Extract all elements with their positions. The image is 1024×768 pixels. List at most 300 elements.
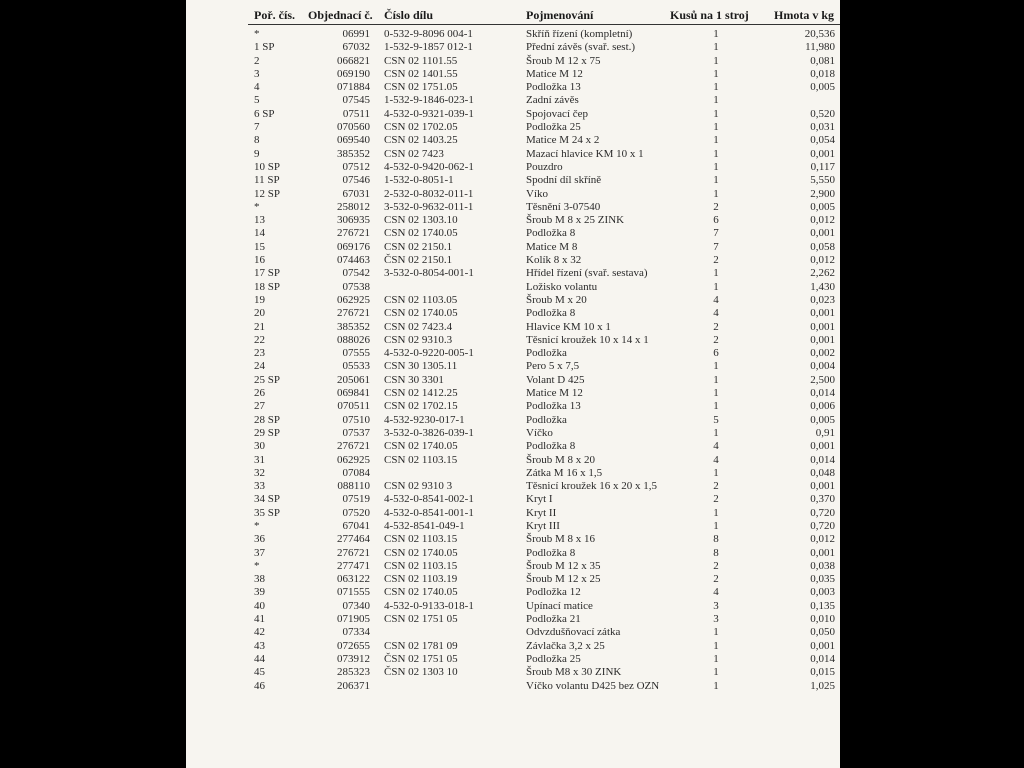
- cell-objednaci: 285323: [337, 666, 370, 679]
- cell-pojmenovani: Matice M 8: [526, 240, 578, 253]
- cell-objednaci: 07520: [342, 506, 370, 519]
- cell-kusu: 1: [713, 94, 719, 107]
- cell-kusu: 7: [713, 227, 719, 240]
- cell-kusu: 1: [713, 121, 719, 134]
- cell-cislo-dilu: 4-532-0-8541-001-1: [384, 506, 474, 519]
- cell-hmota: 0,014: [810, 387, 835, 400]
- table-row: [186, 680, 840, 693]
- header-objednaci: Objednací č.: [308, 8, 373, 22]
- cell-cislo-dilu: CSN 02 9310 3: [384, 480, 453, 493]
- table-row: [186, 241, 840, 254]
- cell-pojmenovani: Podložka 8: [526, 546, 576, 559]
- table-row: [186, 440, 840, 453]
- cell-por-cis: 23: [254, 347, 265, 360]
- cell-por-cis: *: [254, 519, 260, 532]
- cell-cislo-dilu: 4-532-9230-017-1: [384, 413, 465, 426]
- cell-objednaci: 062925: [337, 293, 370, 306]
- cell-por-cis: 39: [254, 586, 265, 599]
- table-row: [186, 454, 840, 467]
- table-row: [186, 507, 840, 520]
- cell-hmota: 0,370: [810, 493, 835, 506]
- table-row: [186, 94, 840, 107]
- table-row: [186, 41, 840, 54]
- table-row: [186, 121, 840, 134]
- cell-por-cis: 43: [254, 639, 265, 652]
- cell-kusu: 6: [713, 347, 719, 360]
- cell-pojmenovani: Podložka 25: [526, 652, 581, 665]
- cell-objednaci: 069540: [337, 134, 370, 147]
- cell-kusu: 3: [713, 599, 719, 612]
- cell-kusu: 8: [713, 533, 719, 546]
- cell-cislo-dilu: CSN 02 1702.05: [384, 121, 458, 134]
- cell-pojmenovani: Zátka M 16 x 1,5: [526, 466, 603, 479]
- cell-por-cis: 42: [254, 626, 265, 639]
- cell-objednaci: 07340: [342, 599, 370, 612]
- cell-cislo-dilu: 4-532-0-9133-018-1: [384, 599, 474, 612]
- cell-hmota: 0,031: [810, 121, 835, 134]
- cell-por-cis: 35 SP: [254, 506, 280, 519]
- cell-por-cis: 17 SP: [254, 267, 280, 280]
- cell-kusu: 1: [713, 466, 719, 479]
- cell-kusu: 1: [713, 400, 719, 413]
- cell-cislo-dilu: CSN 02 1101.55: [384, 54, 458, 67]
- cell-pojmenovani: Víčko volantu D425 bez OZN: [526, 679, 660, 692]
- cell-cislo-dilu: 4-532-0-8541-002-1: [384, 493, 474, 506]
- cell-por-cis: 3: [254, 67, 260, 80]
- cell-por-cis: 9: [254, 147, 260, 160]
- cell-por-cis: 1 SP: [254, 41, 275, 54]
- parts-table: [186, 28, 840, 693]
- cell-por-cis: *: [254, 200, 260, 213]
- cell-pojmenovani: Zadní závěs: [526, 94, 579, 107]
- table-row: [186, 573, 840, 586]
- cell-kusu: 1: [713, 28, 719, 40]
- cell-objednaci: 06991: [342, 28, 370, 40]
- table-row: [186, 161, 840, 174]
- cell-kusu: 2: [713, 493, 719, 506]
- cell-objednaci: 277471: [337, 559, 370, 572]
- cell-hmota: 0,720: [810, 506, 835, 519]
- cell-objednaci: 385352: [337, 320, 370, 333]
- header-kusu: Kusů na 1 stroj: [670, 8, 749, 22]
- cell-hmota: 5,550: [810, 174, 835, 187]
- cell-kusu: 1: [713, 373, 719, 386]
- cell-pojmenovani: Závlačka 3,2 x 25: [526, 639, 605, 652]
- cell-objednaci: 069190: [337, 67, 370, 80]
- table-row: [186, 321, 840, 334]
- cell-cislo-dilu: ČSN 02 1303 10: [384, 666, 458, 679]
- cell-cislo-dilu: CSN 02 7423.4: [384, 320, 453, 333]
- table-row: [186, 547, 840, 560]
- cell-pojmenovani: Podložka: [526, 413, 567, 426]
- cell-hmota: 0,001: [810, 307, 835, 320]
- cell-por-cis: 14: [254, 227, 265, 240]
- cell-objednaci: 05533: [342, 360, 370, 373]
- cell-hmota: 0,135: [810, 599, 835, 612]
- cell-hmota: 0,003: [810, 586, 835, 599]
- cell-kusu: 5: [713, 413, 719, 426]
- table-row: [186, 613, 840, 626]
- cell-pojmenovani: Šroub M x 20: [526, 293, 587, 306]
- cell-objednaci: 258012: [337, 200, 370, 213]
- cell-por-cis: 32: [254, 466, 265, 479]
- cell-cislo-dilu: 1-532-0-8051-1: [384, 174, 454, 187]
- cell-kusu: 1: [713, 41, 719, 54]
- table-row: [186, 520, 840, 533]
- cell-kusu: 1: [713, 639, 719, 652]
- cell-objednaci: 07512: [342, 160, 370, 173]
- cell-pojmenovani: Podložka 13: [526, 400, 581, 413]
- table-row: [186, 467, 840, 480]
- cell-pojmenovani: Těsnicí kroužek 16 x 20 x 1,5: [526, 480, 658, 493]
- cell-hmota: 0,002: [810, 347, 835, 360]
- cell-objednaci: 071884: [337, 81, 370, 94]
- cell-kusu: 3: [713, 613, 719, 626]
- cell-pojmenovani: Podložka 8: [526, 440, 576, 453]
- cell-pojmenovani: Šroub M 12 x 35: [526, 559, 601, 572]
- cell-objednaci: 07510: [342, 413, 370, 426]
- cell-por-cis: 27: [254, 400, 265, 413]
- cell-hmota: 11,980: [805, 41, 835, 54]
- cell-hmota: 1,025: [810, 679, 835, 692]
- table-row: [186, 414, 840, 427]
- cell-cislo-dilu: CSN 02 2150.1: [384, 240, 453, 253]
- cell-hmota: 0,001: [810, 333, 835, 346]
- cell-objednaci: 276721: [337, 546, 370, 559]
- cell-pojmenovani: Matice M 24 x 2: [526, 134, 600, 147]
- cell-kusu: 1: [713, 267, 719, 280]
- cell-pojmenovani: Skříň řízení (kompletní): [526, 28, 633, 40]
- cell-kusu: 7: [713, 240, 719, 253]
- cell-kusu: 1: [713, 134, 719, 147]
- cell-cislo-dilu: CSN 02 1401.55: [384, 67, 458, 80]
- cell-hmota: 0,010: [810, 613, 835, 626]
- cell-por-cis: 21: [254, 320, 265, 333]
- cell-kusu: 2: [713, 254, 719, 267]
- cell-kusu: 1: [713, 81, 719, 94]
- cell-pojmenovani: Podložka 8: [526, 227, 576, 240]
- cell-kusu: 6: [713, 214, 719, 227]
- cell-pojmenovani: Kryt II: [526, 506, 557, 519]
- cell-por-cis: 33: [254, 480, 265, 493]
- cell-kusu: 2: [713, 559, 719, 572]
- cell-hmota: 0,018: [810, 67, 835, 80]
- cell-objednaci: 073912: [337, 652, 370, 665]
- table-row: [186, 281, 840, 294]
- cell-cislo-dilu: CSN 02 1103.05: [384, 293, 458, 306]
- cell-kusu: 2: [713, 333, 719, 346]
- table-row: [186, 493, 840, 506]
- cell-kusu: 1: [713, 160, 719, 173]
- cell-objednaci: 070560: [337, 121, 370, 134]
- cell-objednaci: 072655: [337, 639, 370, 652]
- cell-cislo-dilu: CSN 02 1403.25: [384, 134, 458, 147]
- table-row: [186, 267, 840, 280]
- cell-pojmenovani: Pero 5 x 7,5: [526, 360, 580, 373]
- cell-hmota: 0,001: [810, 440, 835, 453]
- cell-cislo-dilu: CSN 02 1740.05: [384, 546, 458, 559]
- cell-kusu: 1: [713, 506, 719, 519]
- cell-hmota: 0,012: [810, 214, 835, 227]
- cell-cislo-dilu: CSN 02 1303.10: [384, 214, 458, 227]
- cell-pojmenovani: Podložka 21: [526, 613, 581, 626]
- table-row: [186, 81, 840, 94]
- cell-cislo-dilu: CSN 02 1103.19: [384, 573, 458, 586]
- cell-pojmenovani: Odvzdušňovací zátka: [526, 626, 621, 639]
- cell-hmota: 0,520: [810, 107, 835, 120]
- cell-cislo-dilu: CSN 02 1103.15: [384, 559, 458, 572]
- cell-objednaci: 066821: [337, 54, 370, 67]
- cell-por-cis: 28 SP: [254, 413, 280, 426]
- cell-cislo-dilu: 0-532-9-8096 004-1: [384, 28, 473, 40]
- cell-cislo-dilu: 3-532-0-8054-001-1: [384, 267, 474, 280]
- cell-cislo-dilu: 4-532-0-9321-039-1: [384, 107, 474, 120]
- cell-hmota: 0,023: [810, 293, 835, 306]
- cell-objednaci: 306935: [337, 214, 370, 227]
- cell-pojmenovani: Podložka 25: [526, 121, 581, 134]
- table-row: [186, 666, 840, 679]
- cell-pojmenovani: Matice M 12: [526, 387, 583, 400]
- cell-objednaci: 07511: [342, 107, 370, 120]
- cell-hmota: 0,91: [815, 426, 835, 439]
- cell-hmota: 2,500: [810, 373, 835, 386]
- cell-pojmenovani: Šroub M8 x 30 ZINK: [526, 666, 622, 679]
- cell-objednaci: 088026: [337, 333, 370, 346]
- cell-pojmenovani: Podložka 13: [526, 81, 581, 94]
- table-row: [186, 108, 840, 121]
- cell-objednaci: 07084: [342, 466, 370, 479]
- cell-kusu: 1: [713, 360, 719, 373]
- cell-cislo-dilu: ČSN 02 2150.1: [384, 254, 453, 267]
- header-hmota: Hmota v kg: [774, 8, 834, 22]
- cell-kusu: 1: [713, 107, 719, 120]
- cell-kusu: 1: [713, 652, 719, 665]
- cell-hmota: 0,001: [810, 546, 835, 559]
- cell-por-cis: 18 SP: [254, 280, 280, 293]
- table-row: [186, 174, 840, 187]
- cell-pojmenovani: Kryt I: [526, 493, 553, 506]
- cell-cislo-dilu: CSN 02 1412.25: [384, 387, 458, 400]
- cell-hmota: 0,038: [810, 559, 835, 572]
- cell-cislo-dilu: 3-532-0-3826-039-1: [384, 426, 474, 439]
- table-header: [186, 4, 840, 24]
- cell-por-cis: *: [254, 559, 260, 572]
- cell-pojmenovani: Spojovací čep: [526, 107, 589, 120]
- cell-kusu: 4: [713, 586, 719, 599]
- cell-pojmenovani: Těsnění 3-07540: [526, 200, 601, 213]
- cell-por-cis: 34 SP: [254, 493, 280, 506]
- table-row: [186, 653, 840, 666]
- cell-pojmenovani: Matice M 12: [526, 67, 583, 80]
- cell-por-cis: 30: [254, 440, 265, 453]
- cell-hmota: 20,536: [804, 28, 835, 40]
- cell-kusu: 2: [713, 480, 719, 493]
- table-row: [186, 188, 840, 201]
- cell-cislo-dilu: 4-532-0-9420-062-1: [384, 160, 474, 173]
- cell-kusu: 1: [713, 666, 719, 679]
- cell-cislo-dilu: CSN 02 1740.05: [384, 307, 458, 320]
- cell-kusu: 1: [713, 626, 719, 639]
- cell-por-cis: 8: [254, 134, 260, 147]
- table-row: [186, 480, 840, 493]
- header-cislo-dilu: Číslo dílu: [384, 8, 434, 22]
- cell-hmota: 1,430: [810, 280, 835, 293]
- cell-kusu: 4: [713, 293, 719, 306]
- cell-por-cis: 22: [254, 333, 265, 346]
- cell-hmota: 0,012: [810, 533, 835, 546]
- cell-hmota: 0,001: [810, 480, 835, 493]
- cell-kusu: 1: [713, 519, 719, 532]
- cell-cislo-dilu: CSN 02 1740.05: [384, 440, 458, 453]
- table-row: [186, 347, 840, 360]
- cell-por-cis: 12 SP: [254, 187, 280, 200]
- cell-por-cis: 24: [254, 360, 265, 373]
- cell-kusu: 2: [713, 573, 719, 586]
- cell-cislo-dilu: CSN 02 1751 05: [384, 613, 458, 626]
- cell-kusu: 4: [713, 453, 719, 466]
- cell-por-cis: 5: [254, 94, 260, 107]
- cell-hmota: 0,015: [810, 666, 835, 679]
- cell-pojmenovani: Kolík 8 x 32: [526, 254, 582, 267]
- cell-pojmenovani: Těsnicí kroužek 10 x 14 x 1: [526, 333, 649, 346]
- cell-objednaci: 07546: [342, 174, 370, 187]
- table-row: [186, 201, 840, 214]
- cell-kusu: 1: [713, 426, 719, 439]
- cell-objednaci: 062925: [337, 453, 370, 466]
- table-row: [186, 387, 840, 400]
- cell-hmota: 0,012: [810, 254, 835, 267]
- cell-pojmenovani: Hlavice KM 10 x 1: [526, 320, 611, 333]
- cell-pojmenovani: Šroub M 8 x 25 ZINK: [526, 214, 625, 227]
- cell-objednaci: 07555: [342, 347, 370, 360]
- cell-hmota: 0,117: [810, 160, 835, 173]
- cell-pojmenovani: Víčko: [526, 426, 553, 439]
- cell-por-cis: 46: [254, 679, 265, 692]
- table-row: [186, 640, 840, 653]
- header-por-cis: Poř. čís.: [254, 8, 295, 22]
- table-row: [186, 294, 840, 307]
- cell-por-cis: 2: [254, 54, 260, 67]
- cell-cislo-dilu: 1-532-9-1846-023-1: [384, 94, 474, 107]
- cell-hmota: 0,720: [810, 519, 835, 532]
- cell-kusu: 1: [713, 67, 719, 80]
- cell-por-cis: 19: [254, 293, 265, 306]
- cell-por-cis: 40: [254, 599, 265, 612]
- cell-objednaci: 276721: [337, 227, 370, 240]
- cell-objednaci: 67032: [342, 41, 370, 54]
- header-pojmenovani: Pojmenování: [526, 8, 594, 22]
- cell-objednaci: 07537: [342, 426, 370, 439]
- cell-por-cis: *: [254, 28, 260, 40]
- cell-pojmenovani: Volant D 425: [526, 373, 585, 386]
- cell-por-cis: 4: [254, 81, 260, 94]
- cell-cislo-dilu: 3-532-0-9632-011-1: [384, 200, 474, 213]
- cell-cislo-dilu: CSN 02 1103.15: [384, 533, 458, 546]
- table-row: [186, 626, 840, 639]
- cell-pojmenovani: Šroub M 12 x 25: [526, 573, 601, 586]
- cell-objednaci: 088110: [337, 480, 370, 493]
- cell-pojmenovani: Podložka: [526, 347, 567, 360]
- table-row: [186, 374, 840, 387]
- cell-hmota: 0,005: [810, 413, 835, 426]
- cell-objednaci: 074463: [337, 254, 370, 267]
- table-row: [186, 227, 840, 240]
- cell-cislo-dilu: 4-532-0-9220-005-1: [384, 347, 474, 360]
- cell-cislo-dilu: CSN 30 3301: [384, 373, 444, 386]
- cell-pojmenovani: Šroub M 8 x 20: [526, 453, 596, 466]
- cell-por-cis: 45: [254, 666, 265, 679]
- table-row: [186, 68, 840, 81]
- table-row: [186, 334, 840, 347]
- cell-hmota: 0,005: [810, 81, 835, 94]
- cell-pojmenovani: Podložka 12: [526, 586, 581, 599]
- cell-cislo-dilu: CSN 30 1305.11: [384, 360, 458, 373]
- cell-cislo-dilu: CSN 02 1103.15: [384, 453, 458, 466]
- cell-hmota: 0,014: [810, 453, 835, 466]
- cell-pojmenovani: Spodní díl skříně: [526, 174, 602, 187]
- table-row: [186, 533, 840, 546]
- cell-kusu: 1: [713, 54, 719, 67]
- cell-por-cis: 16: [254, 254, 265, 267]
- cell-objednaci: 205061: [337, 373, 370, 386]
- cell-cislo-dilu: CSN 02 1781 09: [384, 639, 458, 652]
- cell-cislo-dilu: CSN 02 1740.05: [384, 586, 458, 599]
- cell-objednaci: 276721: [337, 440, 370, 453]
- cell-kusu: 1: [713, 187, 719, 200]
- table-row: [186, 360, 840, 373]
- cell-por-cis: 13: [254, 214, 265, 227]
- cell-pojmenovani: Pouzdro: [526, 160, 563, 173]
- table-row: [186, 28, 840, 41]
- cell-kusu: 1: [713, 147, 719, 160]
- cell-por-cis: 10 SP: [254, 160, 280, 173]
- cell-cislo-dilu: 1-532-9-1857 012-1: [384, 41, 473, 54]
- table-row: [186, 600, 840, 613]
- cell-por-cis: 25 SP: [254, 373, 280, 386]
- cell-hmota: 0,014: [810, 652, 835, 665]
- table-row: [186, 214, 840, 227]
- table-row: [186, 586, 840, 599]
- cell-objednaci: 070511: [337, 400, 370, 413]
- cell-por-cis: 15: [254, 240, 265, 253]
- table-row: [186, 400, 840, 413]
- cell-hmota: 0,081: [810, 54, 835, 67]
- cell-cislo-dilu: 2-532-0-8032-011-1: [384, 187, 474, 200]
- cell-objednaci: 063122: [337, 573, 370, 586]
- cell-objednaci: 206371: [337, 679, 370, 692]
- cell-objednaci: 07542: [342, 267, 370, 280]
- cell-objednaci: 07545: [342, 94, 370, 107]
- cell-hmota: 0,035: [810, 573, 835, 586]
- cell-por-cis: 44: [254, 652, 265, 665]
- cell-kusu: 4: [713, 307, 719, 320]
- cell-por-cis: 31: [254, 453, 265, 466]
- cell-por-cis: 11 SP: [254, 174, 280, 187]
- cell-objednaci: 069176: [337, 240, 370, 253]
- cell-hmota: 0,001: [810, 227, 835, 240]
- table-row: [186, 148, 840, 161]
- cell-cislo-dilu: ČSN 02 1751 05: [384, 652, 458, 665]
- cell-por-cis: 26: [254, 387, 265, 400]
- table-row: [186, 55, 840, 68]
- cell-hmota: 0,050: [810, 626, 835, 639]
- cell-hmota: 0,001: [810, 639, 835, 652]
- cell-cislo-dilu: 4-532-8541-049-1: [384, 519, 465, 532]
- cell-hmota: 0,001: [810, 320, 835, 333]
- table-row: [186, 427, 840, 440]
- table-row: [186, 560, 840, 573]
- cell-por-cis: 6 SP: [254, 107, 275, 120]
